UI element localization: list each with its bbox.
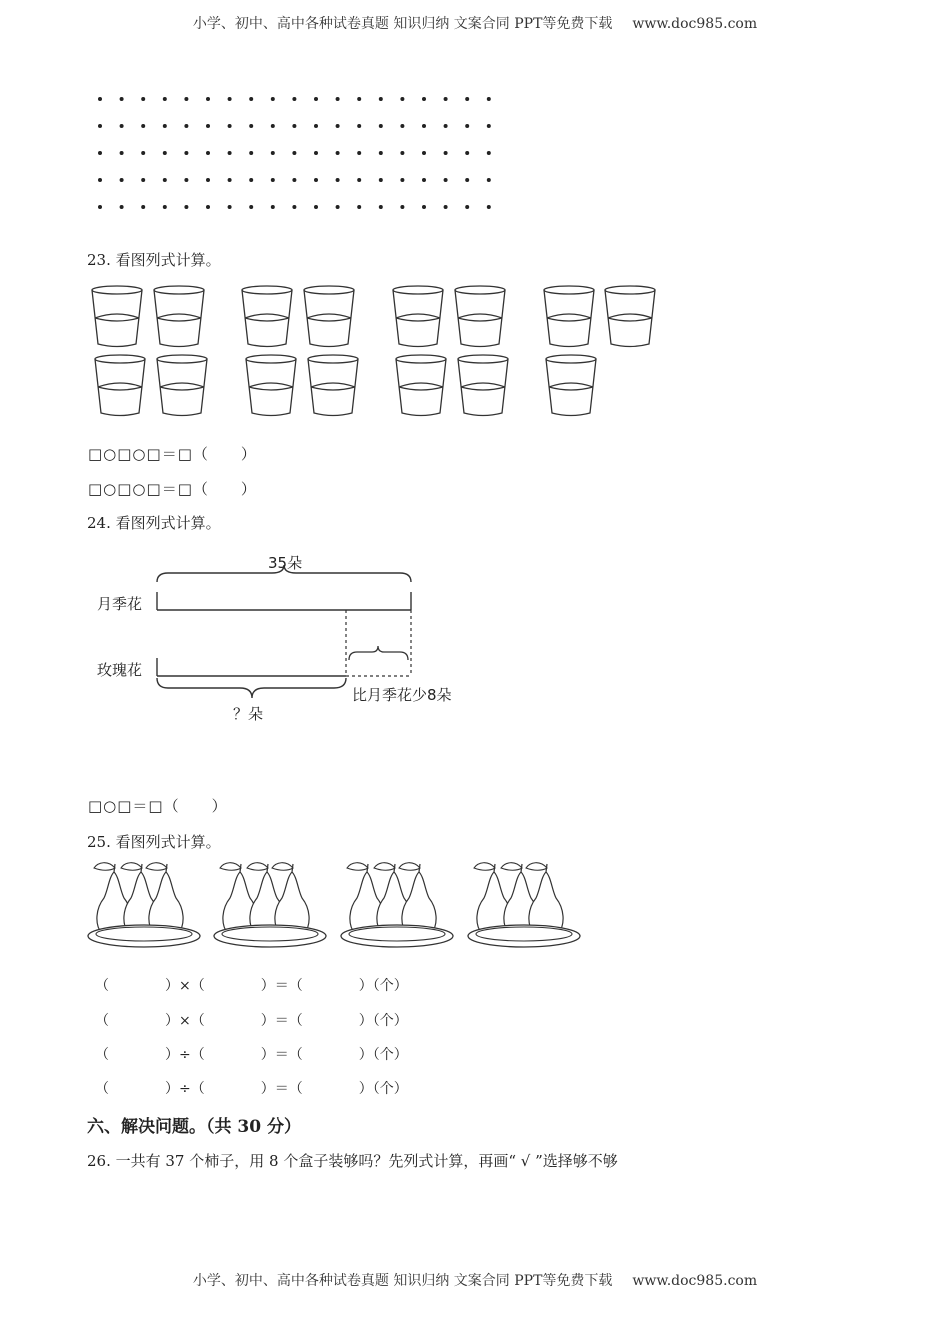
q25-equation-row: （ ）÷（ ）＝（ ）（个） <box>95 1081 408 1097</box>
q23-equation-2: □○□○□＝□（ ） <box>88 480 257 498</box>
q25-equation-row: （ ）÷（ ）＝（ ）（个） <box>95 1047 408 1063</box>
q25-title: 25. 看图列式计算。 <box>87 833 221 851</box>
q24-equation: □○□＝□（ ） <box>88 797 228 815</box>
page-footer <box>0 1270 950 1290</box>
plate-icon <box>341 925 453 947</box>
q23-equation-1: □○□○□＝□（ ） <box>88 445 257 463</box>
section-6-title: 六、解决问题。（共 30 分） <box>87 1117 301 1137</box>
q25-equation-row: （ ）×（ ）＝（ ）（个） <box>95 1013 408 1029</box>
footer-text: 小学、初中、高中各种试卷真题 知识归纳 文案合同 PPT等免费下载 <box>192 1273 613 1289</box>
header-text: 小学、初中、高中各种试卷真题 知识归纳 文案合同 PPT等免费下载 <box>192 16 613 32</box>
header-url: www.doc985.com <box>632 16 758 32</box>
plate-icon <box>88 925 200 947</box>
label-yueji: 月季花 <box>97 595 143 613</box>
footer-url: www.doc985.com <box>632 1273 758 1289</box>
label-meigui: 玫瑰花 <box>97 661 143 679</box>
plate-icon <box>468 925 580 947</box>
label-less: 比月季花少8朵 <box>352 686 452 704</box>
q24-title: 24. 看图列式计算。 <box>87 514 221 532</box>
q26-title: 26. 一共有 37 个柿子，用 8 个盒子装够吗？先列式计算，再画“ √ ”选择够不够 <box>87 1152 618 1170</box>
label-question: ？朵 <box>233 705 264 723</box>
label-35: 35朵 <box>268 554 303 572</box>
q25-equation-row: （ ）×（ ）＝（ ）（个） <box>95 978 408 994</box>
plate-icon <box>214 925 326 947</box>
q23-title: 23. 看图列式计算。 <box>87 251 221 269</box>
